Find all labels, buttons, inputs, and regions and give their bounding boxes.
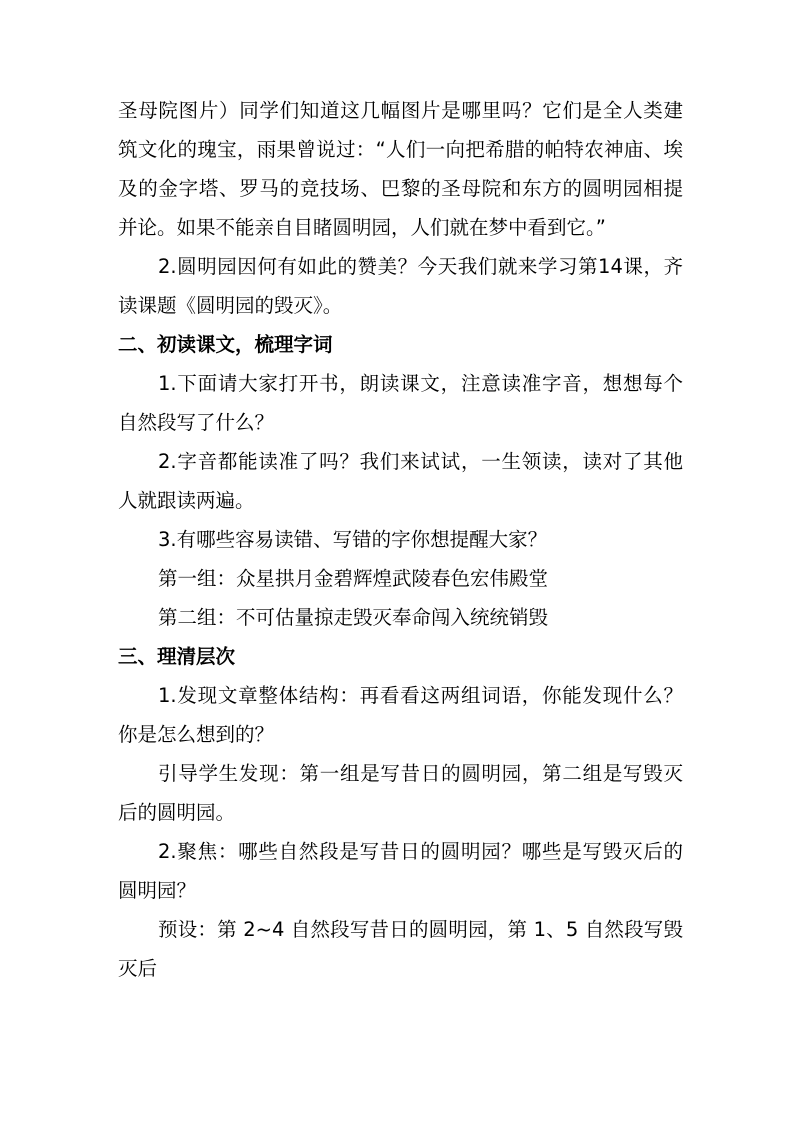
paragraph-guide-students: 引导学生发现：第一组是写昔日的圆明园，第二组是写毁灭后的圆明园。 <box>118 762 683 824</box>
section-heading-first-reading: 二、初读课文，梳理字词 <box>118 333 333 356</box>
paragraph-common-mistakes: 3.有哪些容易读错、写错的字你想提醒大家？ <box>158 528 548 551</box>
document-body <box>118 91 683 988</box>
paragraph-pronunciation: 2.字音都能读准了吗？我们来试试，一生领读，读对了其他人就跟读两遍。 <box>118 450 683 512</box>
paragraph-word-group-two: 第二组：不可估量掠走毁灭奉命闯入统统销毁 <box>158 606 549 629</box>
paragraph-read-aloud: 1.下面请大家打开书，朗读课文，注意读准字音，想想每个自然段写了什么？ <box>118 372 683 434</box>
paragraph-intro-quote: 圣母院图片）同学们知道这几幅图片是哪里吗？它们是全人类建筑文化的瑰宝，雨果曾说过：“人们一向把希腊的帕特农神庙、埃及的金字塔、罗马的竞技场、巴黎的圣母院和东方的圆明园相提并论。如果不能亲自目睹圆明园，人们就在梦中看到它。” <box>118 99 683 239</box>
paragraph-word-group-one: 第一组：众星拱月金碧辉煌武陵春色宏伟殿堂 <box>158 567 549 590</box>
paragraph-preset-answer: 预设：第 2~4 自然段写昔日的圆明园，第 1、5 自然段写毁灭后 <box>118 918 683 980</box>
paragraph-find-structure: 1.发现文章整体结构：再看看这两组词语，你能发现什么？你是怎么想到的？ <box>118 684 683 746</box>
paragraph-focus-question: 2.聚焦：哪些自然段是写昔日的圆明园？哪些是写毁灭后的圆明园？ <box>118 840 683 902</box>
section-heading-structure: 三、理清层次 <box>118 645 236 668</box>
paragraph-praise-question: 2.圆明园因何有如此的赞美？今天我们就来学习第14课，齐读课题《圆明园的毁灭》。 <box>118 255 683 317</box>
